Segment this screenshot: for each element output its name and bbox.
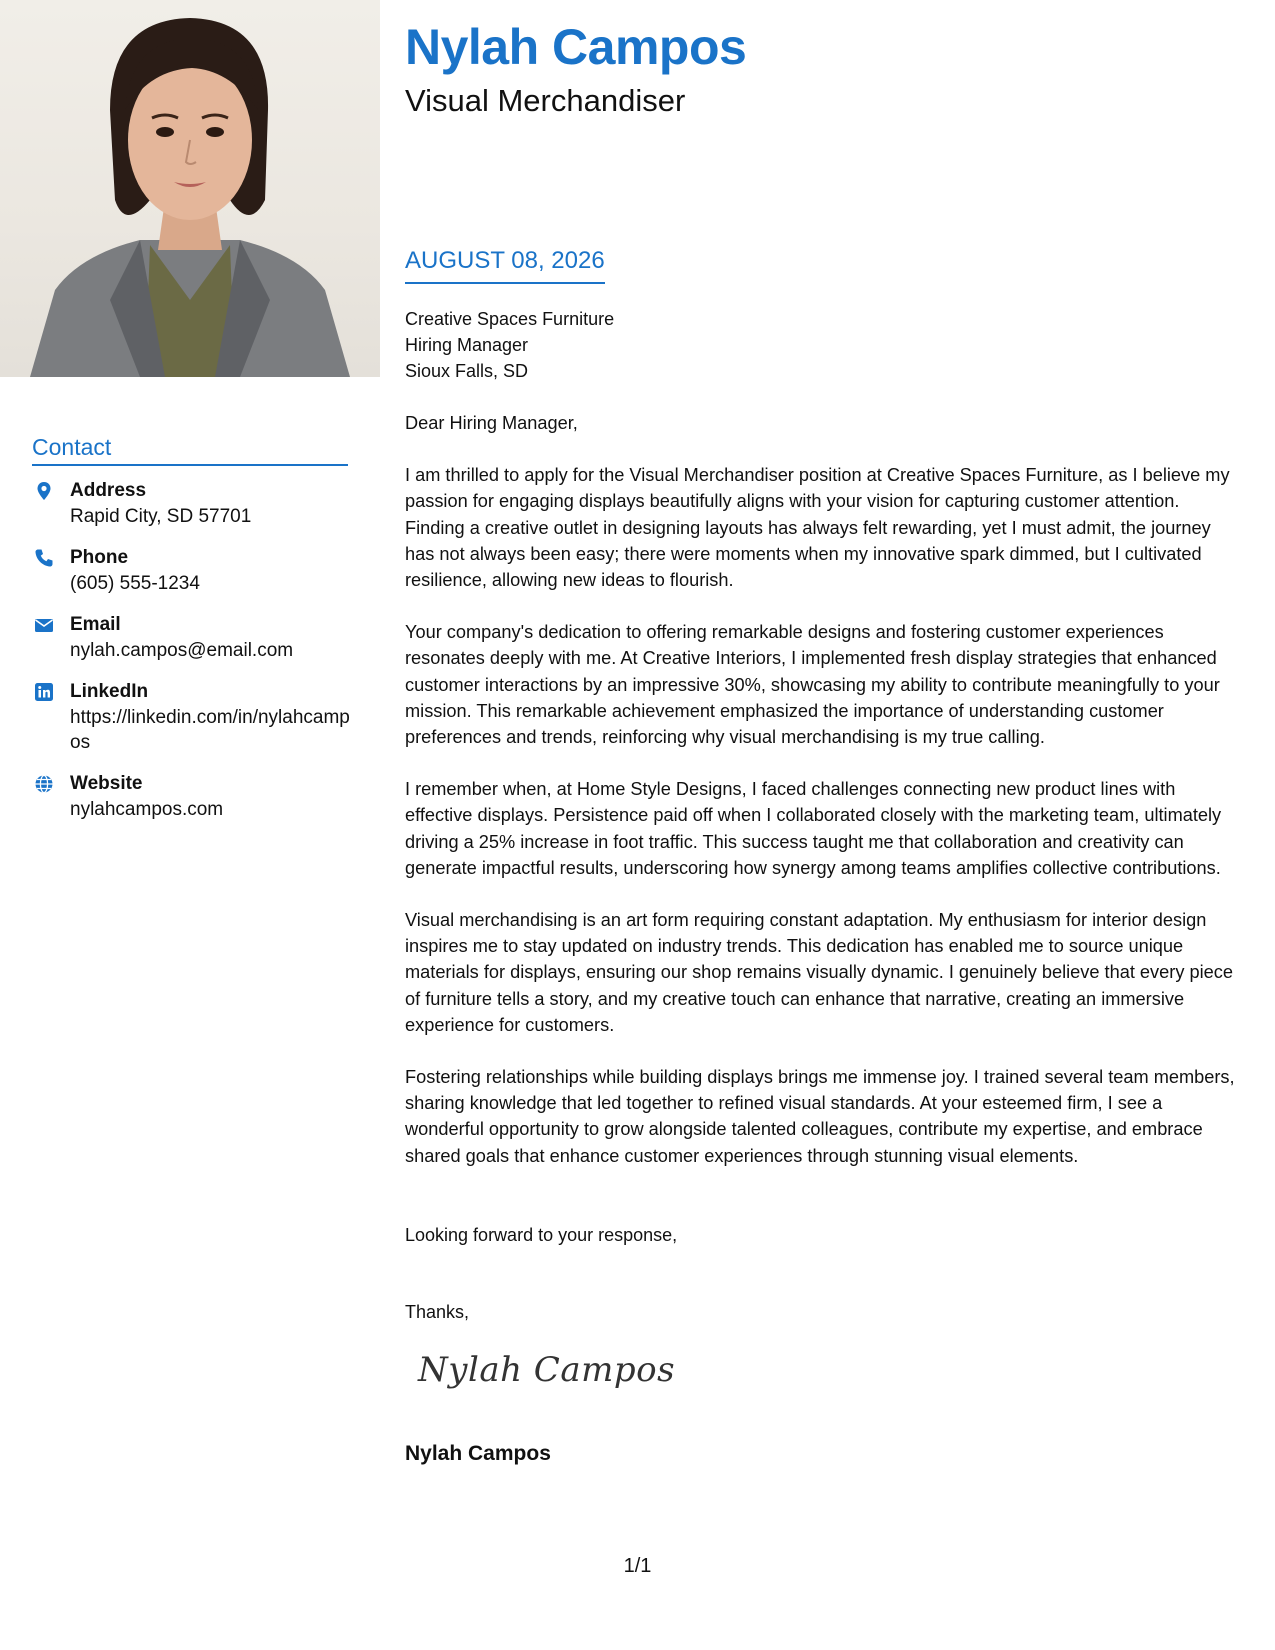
contact-email <box>32 612 352 663</box>
profile-photo <box>0 0 380 377</box>
contact-website <box>32 771 352 822</box>
email-value[interactable]: nylah.campos@email.com <box>70 640 294 661</box>
address-value: Rapid City, SD 57701 <box>70 506 252 527</box>
email-icon <box>34 615 54 635</box>
globe-icon <box>34 774 54 794</box>
linkedin-value[interactable]: https://linkedin.com/in/nylahcampos <box>70 707 350 753</box>
handwritten-signature: Nylah Campos <box>418 1350 676 1390</box>
location-pin-icon <box>34 481 54 501</box>
closing-line: Looking forward to your response, <box>405 1225 678 1245</box>
applicant-role: Visual Merchandiser <box>405 83 686 118</box>
signature-name: Nylah Campos <box>405 1442 551 1465</box>
contact-list <box>32 478 352 838</box>
paragraph-2: Your company's dedication to offering remarkable designs and fostering customer experiences resonates deeply with me. At Creative Interiors, I implemented fresh display strategies that enhanced customer interactions by an impressive 30%, showcasing my ability to contribute meaningfully to your mission. This remarkable achievement emphasized the importance of understanding customer preferences and trends, reinforcing why visual merchandising is my true calling. <box>405 622 1220 748</box>
recipient-title: Hiring Manager <box>405 335 529 355</box>
contact-address <box>32 478 352 529</box>
letter-body <box>405 410 1240 1195</box>
recipient-block <box>405 306 614 384</box>
phone-value: (605) 555-1234 <box>70 573 200 594</box>
recipient-company: Creative Spaces Furniture <box>405 309 615 329</box>
phone-label: Phone <box>70 547 129 568</box>
phone-icon <box>34 548 54 568</box>
contact-heading: Contact <box>32 434 348 466</box>
letter-date: AUGUST 08, 2026 <box>405 247 605 284</box>
applicant-name: Nylah Campos <box>405 19 747 75</box>
linkedin-icon <box>34 682 54 702</box>
signoff: Thanks, <box>405 1302 470 1322</box>
contact-phone <box>32 545 352 596</box>
recipient-location: Sioux Falls, SD <box>405 361 529 381</box>
salutation: Dear Hiring Manager, <box>405 413 578 433</box>
linkedin-label: LinkedIn <box>70 681 149 702</box>
email-label: Email <box>70 614 121 635</box>
paragraph-1: I am thrilled to apply for the Visual Merchandiser position at Creative Spaces Furniture, as I believe my passion for engaging displays beautifully aligns with your vision for capturing customer attention. Finding a creative outlet in designing layouts has always felt rewarding, yet I must admit, the journey has not always been easy; there were moments when my innovative spark dimmed, but I cultivated resilience, allowing new ideas to flourish. <box>405 465 1230 591</box>
contact-linkedin <box>32 679 352 755</box>
page-number: 1/1 <box>623 1555 652 1577</box>
paragraph-4: Visual merchandising is an art form requiring constant adaptation. My enthusiasm for interior design inspires me to stay updated on industry trends. This dedication has enabled me to source unique materials for displays, ensuring our shop remains visually dynamic. I genuinely believe that every piece of furniture tells a story, and my creative touch can enhance that narrative, creating an immersive experience for customers. <box>405 910 1233 1035</box>
paragraph-3: I remember when, at Home Style Designs, I faced challenges connecting new product lines with effective displays. Persistence paid off when I collaborated closely with the marketing team, ultimately driving a 25% increase in foot traffic. This success taught me that collaboration and creativity can generate impactful results, underscoring how synergy among teams amplifies collective contributions. <box>405 779 1222 878</box>
address-label: Address <box>70 480 147 501</box>
paragraph-5: Fostering relationships while building displays brings me immense joy. I trained several team members, sharing knowledge that led together to refined visual standards. At your esteemed firm, I see a wonderful opportunity to grow alongside talented colleagues, contribute my expertise, and embrace shared goals that enhance customer experiences through stunning visual elements. <box>405 1067 1235 1166</box>
portrait-illustration <box>0 0 380 377</box>
website-value[interactable]: nylahcampos.com <box>70 799 224 820</box>
website-label: Website <box>70 773 143 794</box>
